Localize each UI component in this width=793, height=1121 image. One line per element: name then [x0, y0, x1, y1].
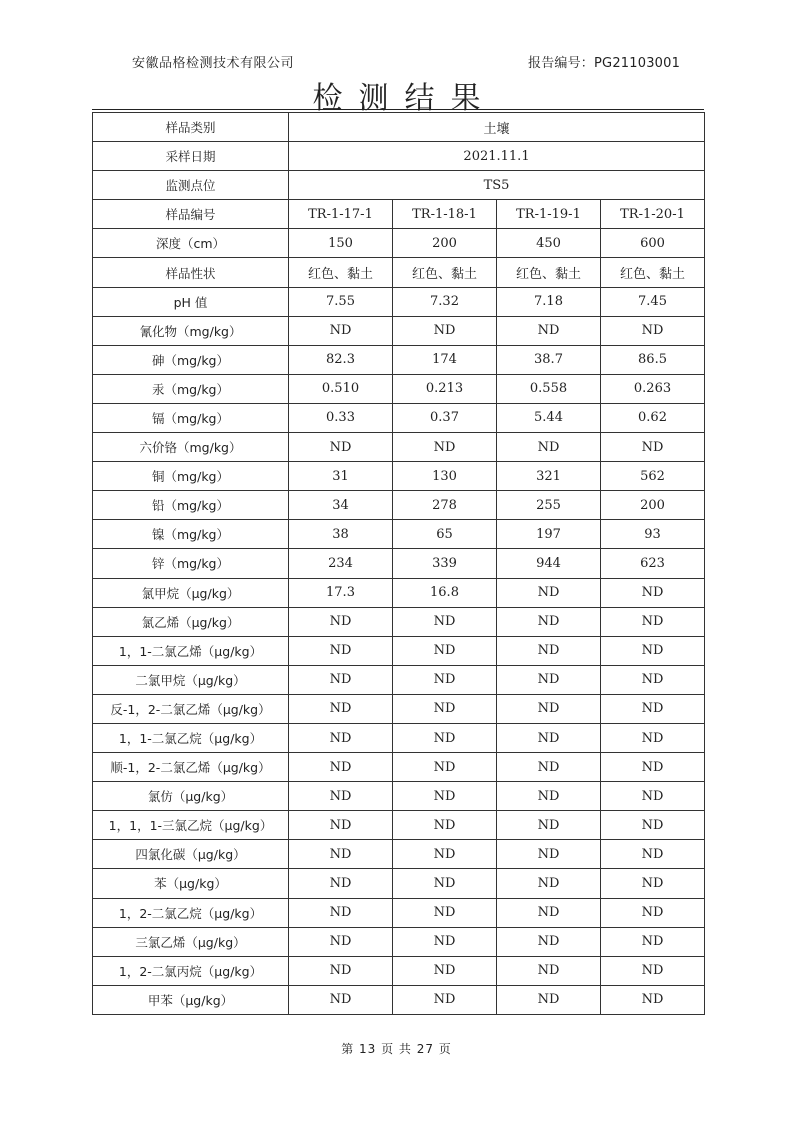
parameter-cell: 1，1，1-三氯乙烷（μg/kg）	[93, 811, 289, 840]
table-row	[93, 985, 705, 1014]
value-cell: 174	[393, 345, 497, 374]
value-cell: ND	[497, 665, 601, 694]
value-cell: ND	[393, 723, 497, 752]
table-row	[93, 607, 705, 636]
value-cell: ND	[393, 782, 497, 811]
value-cell: 86.5	[601, 345, 705, 374]
info-row-sample-type	[93, 113, 705, 142]
value-cell: ND	[289, 636, 393, 665]
info-row-monitoring-point	[93, 171, 705, 200]
table-row	[93, 316, 705, 345]
value-cell: ND	[289, 840, 393, 869]
parameter-cell: 1，1-二氯乙烯（μg/kg）	[93, 636, 289, 665]
value-cell: ND	[497, 753, 601, 782]
row-label: 采样日期	[93, 142, 289, 171]
parameter-cell: 铅（mg/kg）	[93, 491, 289, 520]
value-cell: 600	[601, 229, 705, 258]
value-cell: ND	[601, 607, 705, 636]
row-value: TS5	[289, 171, 705, 200]
value-cell: 255	[497, 491, 601, 520]
value-cell: ND	[289, 607, 393, 636]
value-cell: ND	[601, 927, 705, 956]
value-cell: ND	[601, 898, 705, 927]
value-cell: ND	[393, 927, 497, 956]
value-cell: ND	[393, 753, 497, 782]
value-cell: ND	[393, 665, 497, 694]
value-cell: ND	[601, 985, 705, 1014]
value-cell: 944	[497, 549, 601, 578]
table-row	[93, 258, 705, 287]
value-cell: 150	[289, 229, 393, 258]
page-number: 第 13 页 共 27 页	[341, 1042, 452, 1056]
value-cell: 197	[497, 520, 601, 549]
value-cell: ND	[497, 694, 601, 723]
table-row	[93, 578, 705, 607]
value-cell: 红色、黏土	[601, 258, 705, 287]
parameter-cell: 镉（mg/kg）	[93, 403, 289, 432]
parameter-cell: 六价铬（mg/kg）	[93, 433, 289, 462]
value-cell: 0.263	[601, 374, 705, 403]
value-cell: ND	[393, 433, 497, 462]
parameter-cell: 氯仿（μg/kg）	[93, 782, 289, 811]
table-row	[93, 520, 705, 549]
value-cell: ND	[601, 316, 705, 345]
value-cell: 0.62	[601, 403, 705, 432]
value-cell: ND	[497, 723, 601, 752]
value-cell: ND	[497, 811, 601, 840]
value-cell: ND	[601, 636, 705, 665]
info-row-sampling-date	[93, 142, 705, 171]
table-row	[93, 782, 705, 811]
sample-id-cell: TR-1-19-1	[497, 200, 601, 229]
value-cell: ND	[497, 782, 601, 811]
value-cell: 38	[289, 520, 393, 549]
parameter-cell: 氯乙烯（μg/kg）	[93, 607, 289, 636]
table-row	[93, 665, 705, 694]
row-label: 监测点位	[93, 171, 289, 200]
parameter-cell: 氯甲烷（μg/kg）	[93, 578, 289, 607]
parameter-cell: 镍（mg/kg）	[93, 520, 289, 549]
value-cell: 16.8	[393, 578, 497, 607]
table-row	[93, 723, 705, 752]
value-cell: ND	[289, 985, 393, 1014]
value-cell: 38.7	[497, 345, 601, 374]
value-cell: ND	[601, 956, 705, 985]
company-name: 安徽品格检测技术有限公司	[132, 56, 295, 71]
value-cell: ND	[601, 723, 705, 752]
value-cell: ND	[601, 840, 705, 869]
table-row	[93, 869, 705, 898]
parameter-cell: 1，1-二氯乙烷（μg/kg）	[93, 723, 289, 752]
parameter-cell: 汞（mg/kg）	[93, 374, 289, 403]
value-cell: ND	[289, 316, 393, 345]
value-cell: 7.32	[393, 287, 497, 316]
value-cell: 0.558	[497, 374, 601, 403]
page-title: 检测结果	[312, 81, 497, 116]
value-cell: 7.18	[497, 287, 601, 316]
value-cell: ND	[393, 840, 497, 869]
value-cell: 623	[601, 549, 705, 578]
value-cell: ND	[601, 694, 705, 723]
value-cell: ND	[497, 840, 601, 869]
value-cell: ND	[497, 636, 601, 665]
value-cell: 82.3	[289, 345, 393, 374]
value-cell: 7.45	[601, 287, 705, 316]
value-cell: 65	[393, 520, 497, 549]
row-value: 土壤	[289, 113, 705, 142]
value-cell: ND	[289, 753, 393, 782]
value-cell: 234	[289, 549, 393, 578]
row-label: 样品编号	[93, 200, 289, 229]
table-row	[93, 840, 705, 869]
parameter-cell: 铜（mg/kg）	[93, 462, 289, 491]
value-cell: 7.55	[289, 287, 393, 316]
sample-id-cell: TR-1-20-1	[601, 200, 705, 229]
table-row	[93, 287, 705, 316]
value-cell: 红色、黏土	[289, 258, 393, 287]
value-cell: 339	[393, 549, 497, 578]
value-cell: ND	[601, 665, 705, 694]
table-row	[93, 229, 705, 258]
value-cell: ND	[289, 433, 393, 462]
table-row	[93, 956, 705, 985]
table-row	[93, 491, 705, 520]
title-divider	[92, 109, 704, 110]
value-cell: 321	[497, 462, 601, 491]
table-row	[93, 636, 705, 665]
value-cell: 5.44	[497, 403, 601, 432]
value-cell: ND	[393, 898, 497, 927]
parameter-cell: 四氯化碳（μg/kg）	[93, 840, 289, 869]
table-row	[93, 753, 705, 782]
value-cell: 278	[393, 491, 497, 520]
value-cell: ND	[393, 869, 497, 898]
table-row	[93, 403, 705, 432]
table-row	[93, 462, 705, 491]
value-cell: ND	[289, 665, 393, 694]
parameter-cell: 锌（mg/kg）	[93, 549, 289, 578]
value-cell: ND	[601, 869, 705, 898]
value-cell: ND	[393, 636, 497, 665]
value-cell: ND	[497, 316, 601, 345]
parameter-cell: 顺-1，2-二氯乙烯（μg/kg）	[93, 753, 289, 782]
value-cell: 0.33	[289, 403, 393, 432]
table-row	[93, 694, 705, 723]
parameter-cell: 砷（mg/kg）	[93, 345, 289, 374]
value-cell: ND	[393, 316, 497, 345]
value-cell: ND	[497, 927, 601, 956]
parameter-cell: 氰化物（mg/kg）	[93, 316, 289, 345]
value-cell: 31	[289, 462, 393, 491]
value-cell: ND	[497, 433, 601, 462]
table-row	[93, 811, 705, 840]
table-row	[93, 345, 705, 374]
value-cell: ND	[289, 723, 393, 752]
value-cell: ND	[289, 694, 393, 723]
value-cell: ND	[289, 782, 393, 811]
value-cell: 0.510	[289, 374, 393, 403]
value-cell: ND	[289, 927, 393, 956]
value-cell: 0.213	[393, 374, 497, 403]
value-cell: 0.37	[393, 403, 497, 432]
value-cell: ND	[601, 753, 705, 782]
value-cell: ND	[601, 782, 705, 811]
row-value: 2021.11.1	[289, 142, 705, 171]
report-number: 报告编号：PG21103001	[528, 56, 681, 71]
parameter-cell: 二氯甲烷（μg/kg）	[93, 665, 289, 694]
parameter-cell: 深度（cm）	[93, 229, 289, 258]
parameter-cell: 1，2-二氯丙烷（μg/kg）	[93, 956, 289, 985]
parameter-cell: 甲苯（μg/kg）	[93, 985, 289, 1014]
sample-id-cell: TR-1-17-1	[289, 200, 393, 229]
value-cell: ND	[497, 956, 601, 985]
sample-id-cell: TR-1-18-1	[393, 200, 497, 229]
value-cell: 450	[497, 229, 601, 258]
row-label: 样品类别	[93, 113, 289, 142]
value-cell: ND	[601, 811, 705, 840]
value-cell: ND	[393, 811, 497, 840]
value-cell: 17.3	[289, 578, 393, 607]
value-cell: ND	[393, 607, 497, 636]
sample-id-row	[93, 200, 705, 229]
table-row	[93, 898, 705, 927]
value-cell: ND	[393, 985, 497, 1014]
value-cell: ND	[289, 956, 393, 985]
value-cell: ND	[497, 607, 601, 636]
parameter-cell: 苯（μg/kg）	[93, 869, 289, 898]
value-cell: ND	[393, 956, 497, 985]
value-cell: ND	[497, 898, 601, 927]
parameter-cell: 反-1，2-二氯乙烯（μg/kg）	[93, 694, 289, 723]
table-row	[93, 549, 705, 578]
value-cell: ND	[601, 578, 705, 607]
value-cell: 562	[601, 462, 705, 491]
value-cell: 200	[393, 229, 497, 258]
table-row	[93, 374, 705, 403]
value-cell: ND	[393, 694, 497, 723]
value-cell: 红色、黏土	[393, 258, 497, 287]
value-cell: 130	[393, 462, 497, 491]
results-table	[92, 112, 705, 1015]
value-cell: 200	[601, 491, 705, 520]
results-table-body	[93, 113, 705, 1015]
parameter-cell: pH 值	[93, 287, 289, 316]
value-cell: 红色、黏土	[497, 258, 601, 287]
table-row	[93, 927, 705, 956]
value-cell: ND	[497, 578, 601, 607]
value-cell: 34	[289, 491, 393, 520]
value-cell: ND	[497, 985, 601, 1014]
value-cell: ND	[497, 869, 601, 898]
value-cell: ND	[289, 869, 393, 898]
parameter-cell: 三氯乙烯（μg/kg）	[93, 927, 289, 956]
value-cell: ND	[289, 811, 393, 840]
parameter-cell: 1，2-二氯乙烷（μg/kg）	[93, 898, 289, 927]
value-cell: ND	[289, 898, 393, 927]
value-cell: ND	[601, 433, 705, 462]
value-cell: 93	[601, 520, 705, 549]
table-row	[93, 433, 705, 462]
parameter-cell: 样品性状	[93, 258, 289, 287]
